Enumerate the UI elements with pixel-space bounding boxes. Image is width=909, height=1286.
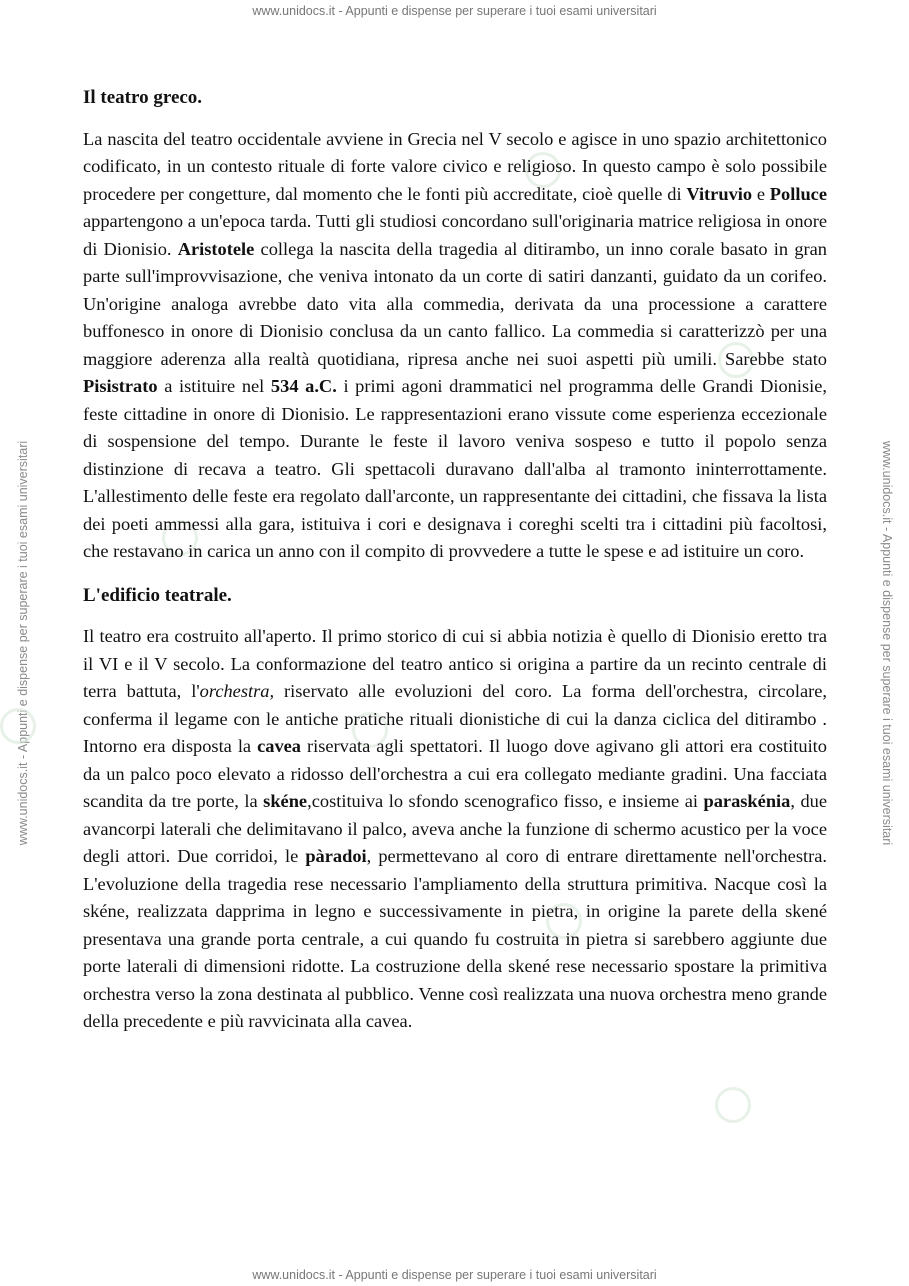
bold-term: cavea (257, 736, 302, 756)
watermark-footer: www.unidocs.it - Appunti e dispense per superare i tuoi esami universitari (252, 1268, 657, 1282)
bold-term: paraskénia (703, 791, 791, 811)
bold-term: Pisistrato (83, 376, 158, 396)
paragraph-edificio-teatrale: Il teatro era costruito all'aperto. Il primo storico di cui si abbia notizia è quello di Dionisio eretto tra il VI e il V secolo. La conformazione del teatro antico si origina a partire da un recinto centrale di terra battuta, l'orchestra, riservato alle evoluzioni del coro. La forma dell'orchestra, circolare, conferma il legame con le antiche pratiche rituali dionistiche di cui la danza ciclica del ditirambo . Intorno era disposta la cavea riservata agli spettatori. Il luogo dove agivano gli attori era costituito da un palco poco elevato a ridosso dell'orchestra a cui era collegato mediante gradini. Una facciata scandita da tre porte, la skéne,costituiva lo sfondo scenografico fisso, e insieme ai paraskénia, due avancorpi laterali che delimitavano il palco, aveva anche la funzione di schermo acustico per la voce degli attori. Due corridoi, le pàradoi, permettevano al coro di entrare direttamente nell'orchestra. L'evoluzione della tragedia rese necessario l'ampliamento della struttura primitiva. Nacque così la skéne, realizzata dapprima in legno e successivamente in pietra, in origine la parete della skené presentava una grande porta centrale, a cui quando fu costruita in pietra si sarebbero aggiunte due porte laterali di dimensioni ridotte. La costruzione della skené rese necessario spostare la primitiva orchestra verso la zona destinata al pubblico. Venne così realizzata una nuova orchestra meno grande della precedente e più ravvicinata alla cavea. (83, 626, 828, 1031)
watermark-left: www.unidocs.it - Appunti e dispense per superare i tuoi esami universitari (16, 440, 30, 846)
document-page (83, 84, 827, 1036)
bold-term: pàradoi (305, 846, 367, 866)
section-title-edificio-teatrale: L'edificio teatrale. (83, 584, 232, 606)
bold-term: Polluce (769, 183, 827, 204)
bold-term: Vitruvio (686, 183, 753, 204)
bold-term: Aristotele (177, 238, 255, 259)
watermark-right: www.unidocs.it - Appunti e dispense per superare i tuoi esami universitari (880, 440, 894, 846)
paragraph-teatro-greco: La nascita del teatro occidentale avviene in Grecia nel V secolo e agisce in uno spazio architettonico codificato, in un contesto rituale di forte valore civico e religioso. In questo campo è solo possibile procedere per congetture, dal momento che le fonti più accreditate, cioè quelle di Vitruvio e Polluce appartengono a un'epoca tarda. Tutti gli studiosi concordano sull'originaria matrice religiosa in onore di Dionisio. Aristotele collega la nascita della tragedia al ditirambo, un inno corale basato in gran parte sull'improvvisazione, che veniva intonato da un corte di satiri danzanti, guidato da un corifeo. Un'origine analoga avrebbe dato vita alla commedia, derivata da una processione a carattere buffonesco in onore di Dionisio conclusa da un canto fallico. La commedia si caratterizzò per una maggiore aderenza alla realtà quotidiana, ripresa anche nei suoi aspetti più umili. Sarebbe stato Pisistrato a istituire nel 534 a.C. i primi agoni drammatici nel programma delle Grandi Dionisie, feste cittadine in onore di Dionisio. Le rappresentazioni erano vissute come esperienza eccezionale di sospensione del tempo. Durante le feste il lavoro veniva sospeso e tutto il popolo senza distinzione di recava a teatro. Gli spettacoli duravano dall'alba al tramonto ininterrottamente. L'allestimento delle feste era regolato dall'arconte, un rappresentante dei cittadini, che fissava la lista dei poeti ammessi alla gara, istituiva i cori e designava i coreghi scelti tra i cittadini più facoltosi, che restavano in carica un anno con il compito di provvedere a tutte le spese e ad istituire un coro. (83, 128, 827, 561)
watermark-header: www.unidocs.it - Appunti e dispense per superare i tuoi esami universitari (252, 4, 657, 18)
italic-term: orchestra, (199, 681, 275, 701)
watermark-logo-icon (715, 1087, 751, 1123)
watermark-logo-icon (0, 708, 36, 744)
bold-term: 534 a.C. (270, 376, 337, 396)
section-title-teatro-greco: Il teatro greco. (83, 87, 203, 108)
bold-term: skéne (263, 791, 308, 811)
